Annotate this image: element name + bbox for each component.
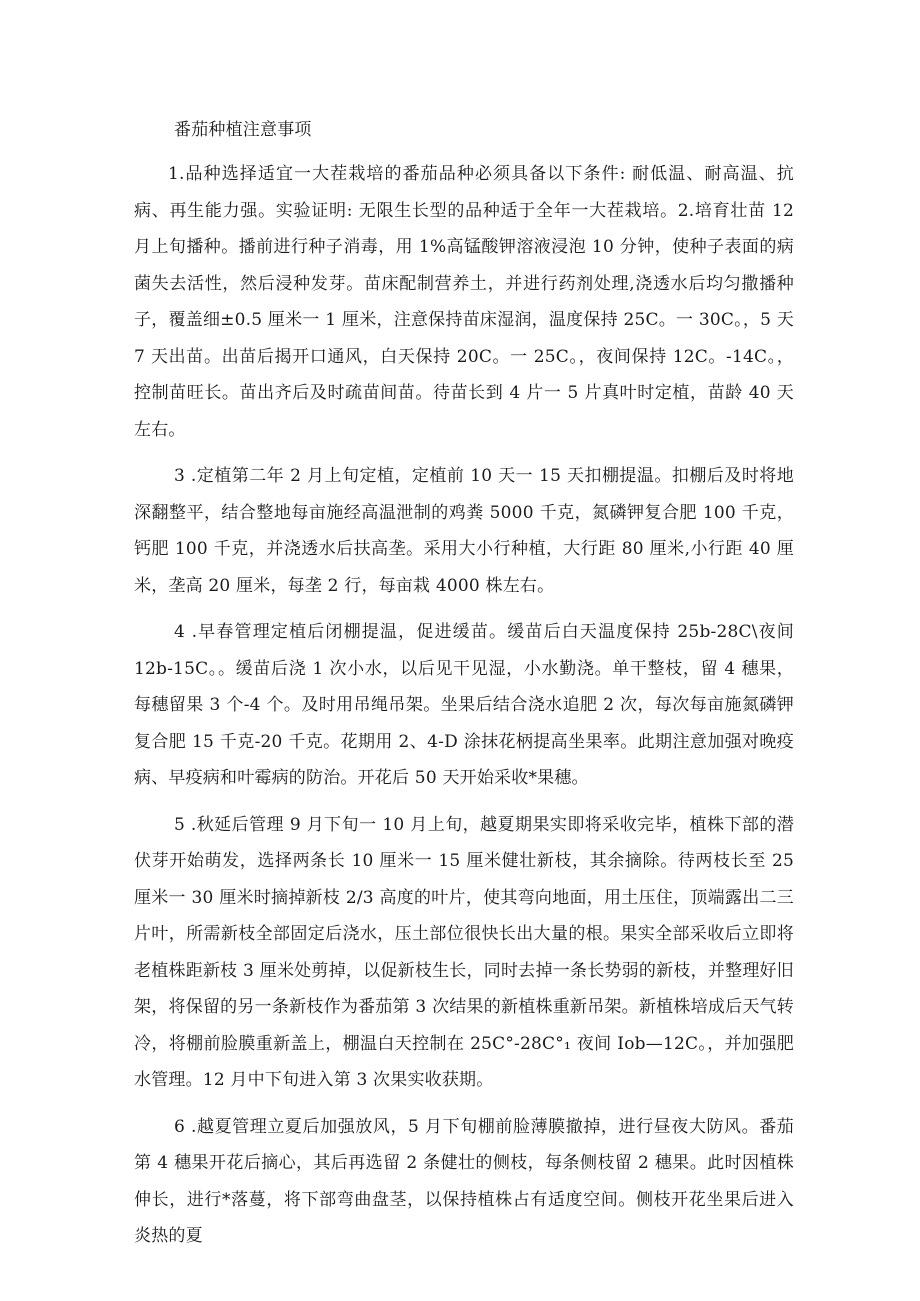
document-body xyxy=(134,112,794,1265)
paragraph-early-spring-management: 4 .早春管理定植后闭棚提温，促进缓苗。缓苗后白天温度保持 25b-28C\夜间 12b-15C。。缓苗后浇 1 次小水，以后见干见湿，小水勤浇。单干整枝，留 4 穗果，每穗留果 3 个-4 个。及时用吊绳吊架。坐果后结合浇水追肥 2 次，每次每亩施氮磷钾复合肥 15 千克-20 千克。花期用 2、4-D 涂抹花柄提高坐果率。此期注意加强对晚疫病、早疫病和叶霉病的防治。开花后 50 天开始采收*果穗。 xyxy=(134,622,794,788)
paragraph-autumn-management: 5 .秋延后管理 9 月下旬一 10 月上旬，越夏期果实即将采收完毕，植株下部的潜伏芽开始萌发，选择两条长 10 厘米一 15 厘米健壮新枝，其余摘除。待两枝长至 25 厘米一 30 厘米时摘掉新枝 2/3 高度的叶片，使其弯向地面，用土压住，顶端露出二三片叶，所需新枝全部固定后浇水，压土部位很快长出大量的根。果实全部采收后立即将老植株距新枝 3 厘米处剪掉，以促新枝生长，同时去掉一条长势弱的新枝，并整理好旧架，将保留的另一条新枝作为番茄第 3 次结果的新植株重新吊架。新植株培成后天气转冷，将棚前脸膜重新盖上，棚温白天控制在 25C°-28C°₁ 夜间 Iob—12C。，并加强肥水管理。12 月中下旬进入第 3 次果实收获期。 xyxy=(134,814,794,1090)
paragraph-variety-and-seedlings: 1.品种选择适宜一大茬栽培的番茄品种必须具备以下条件: 耐低温、耐高温、抗病、再生能力强。实验证明: 无限生长型的品种适于全年一大茬栽培。2.培育壮苗 12 月上旬播种。播前进行种子消毒，用 1%高锰酸钾溶液浸泡 10 分钟，使种子表面的病菌失去活性，然后浸种发芽。苗床配制营养土，并进行药剂处理,浇透水后均匀撒播种子，覆盖细±0.5 厘米一 1 厘米，注意保持苗床湿润，温度保持 25C。一 30C。，5 天 7 天出苗。出苗后揭开口通风，白天保持 20C。一 25C。，夜间保持 12C。-14C。，控制苗旺长。苗出齐后及时疏苗间苗。待苗长到 4 片一 5 片真叶时定植，苗龄 40 天左右。 xyxy=(134,164,794,440)
paragraph-summer-management: 6 .越夏管理立夏后加强放风，5 月下旬棚前脸薄膜撤掉，进行昼夜大防风。番茄第 4 穗果开花后摘心，其后再选留 2 条健壮的侧枝，每条侧枝留 2 穗果。此时因植株伸长，进行*落蔓，将下部弯曲盘茎，以保持植株占有适度空间。侧枝开花坐果后进入炎热的夏 xyxy=(134,1116,794,1246)
document-title: 番茄种植注意事项 xyxy=(174,120,312,140)
paragraph-transplanting: 3 .定植第二年 2 月上旬定植，定植前 10 天一 15 天扣棚提温。扣棚后及时将地深翻整平，结合整地每亩施经高温泄制的鸡粪 5000 千克，氮磷钾复合肥 100 千克，钙肥 100 千克，并浇透水后扶高垄。采用大小行种植，大行距 80 厘米,小行距 40 厘米，垄高 20 厘米，每垄 2 行，每亩栽 4000 株左右。 xyxy=(134,466,794,596)
